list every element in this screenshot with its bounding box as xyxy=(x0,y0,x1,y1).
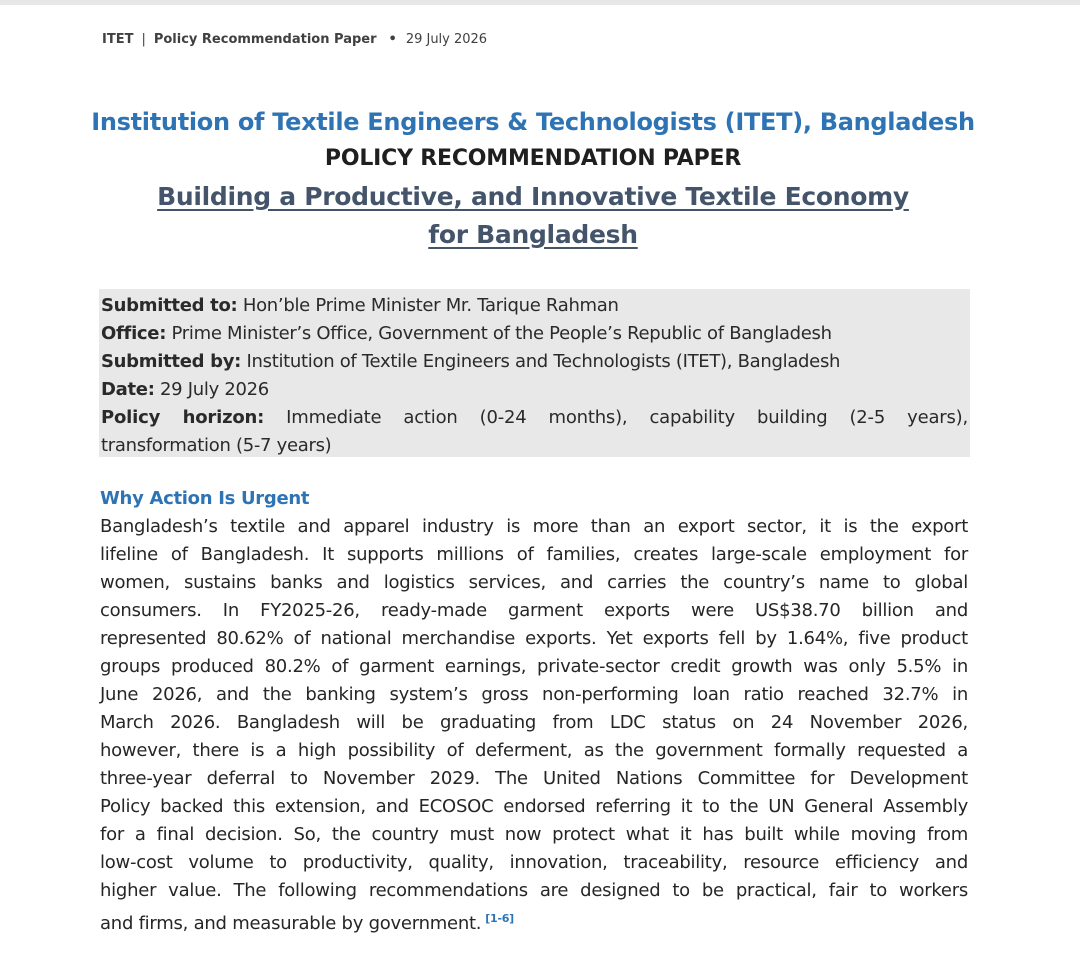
date-label: Date: xyxy=(101,379,155,400)
header-paper-type: Policy Recommendation Paper xyxy=(153,32,377,47)
policy-horizon-continuation: transformation (5-7 years) xyxy=(101,435,332,456)
header-bullet: • xyxy=(388,32,397,47)
office-value: Prime Minister’s Office, Government of the People’s Republic of Bangladesh xyxy=(171,323,832,344)
submitted-by-value: Institution of Textile Engineers and Technologists (ITET), Bangladesh xyxy=(246,351,841,372)
submitted-to-label: Submitted to: xyxy=(101,295,238,316)
header-separator: | xyxy=(141,32,146,47)
body-line: lifeline of Bangladesh. It supports millions of families, creates large-scale employment for xyxy=(100,544,968,565)
policy-horizon-line xyxy=(101,404,968,432)
submitted-by-line xyxy=(101,348,968,376)
citation-reference[interactable]: [1-6] xyxy=(485,912,514,925)
policy-horizon-value: Immediate action (0-24 months), capability building (2-5 years), xyxy=(286,407,968,428)
body-line: represented 80.62% of national merchandise exports. Yet exports fell by 1.64%, five product xyxy=(100,628,968,649)
body-line-last xyxy=(100,905,968,938)
body-line: women, sustains banks and logistics services, and carries the country’s name to global xyxy=(100,572,968,593)
body-line: low-cost volume to productivity, quality, innovation, traceability, resource efficiency and xyxy=(100,852,968,873)
top-edge-strip xyxy=(0,0,1080,5)
body-line: groups produced 80.2% of garment earnings, private-sector credit growth was only 5.5% in xyxy=(100,656,968,677)
title-block xyxy=(0,104,1080,254)
date-line xyxy=(101,376,968,404)
policy-horizon-label: Policy horizon: xyxy=(101,407,265,428)
body-line: consumers. In FY2025-26, ready-made garment exports were US$38.70 billion and xyxy=(100,600,968,621)
section-heading: Why Action Is Urgent xyxy=(100,488,310,509)
body-line: for a final decision. So, the country must now protect what it has built while moving from xyxy=(100,824,968,845)
body-line: March 2026. Bangladesh will be graduating from LDC status on 24 November 2026, xyxy=(100,712,968,733)
body-line: June 2026, and the banking system’s gross non-performing loan ratio reached 32.7% in xyxy=(100,684,968,705)
submitted-to-line xyxy=(101,292,968,320)
body-line: Bangladesh’s textile and apparel industry is more than an export sector, it is the export xyxy=(100,516,968,537)
header-org: ITET xyxy=(102,32,134,47)
office-label: Office: xyxy=(101,323,167,344)
body-line: higher value. The following recommendations are designed to be practical, fair to workers xyxy=(100,880,968,901)
submitted-by-label: Submitted by: xyxy=(101,351,242,372)
body-line: Policy backed this extension, and ECOSOC endorsed referring it to the UN General Assembly xyxy=(100,796,968,817)
paper-type-title: POLICY RECOMMENDATION PAPER xyxy=(324,146,742,171)
section-body xyxy=(100,513,968,938)
running-header xyxy=(102,32,487,47)
submission-details-box xyxy=(99,289,970,457)
office-line xyxy=(101,320,968,348)
date-value: 29 July 2026 xyxy=(160,379,269,400)
institution-title: Institution of Textile Engineers & Technologists (ITET), Bangladesh xyxy=(91,108,975,136)
body-line: three-year deferral to November 2029. The United Nations Committee for Development xyxy=(100,768,968,789)
header-date: 29 July 2026 xyxy=(405,32,488,47)
why-action-section xyxy=(100,485,968,938)
body-line: however, there is a high possibility of deferment, as the government formally requested a xyxy=(100,740,968,761)
submitted-to-value: Hon’ble Prime Minister Mr. Tarique Rahman xyxy=(242,295,619,316)
paper-subtitle: Building a Productive, and Innovative Textile Economy for Bangladesh xyxy=(157,182,909,249)
body-line-final-text: and firms, and measurable by government. xyxy=(100,913,482,934)
